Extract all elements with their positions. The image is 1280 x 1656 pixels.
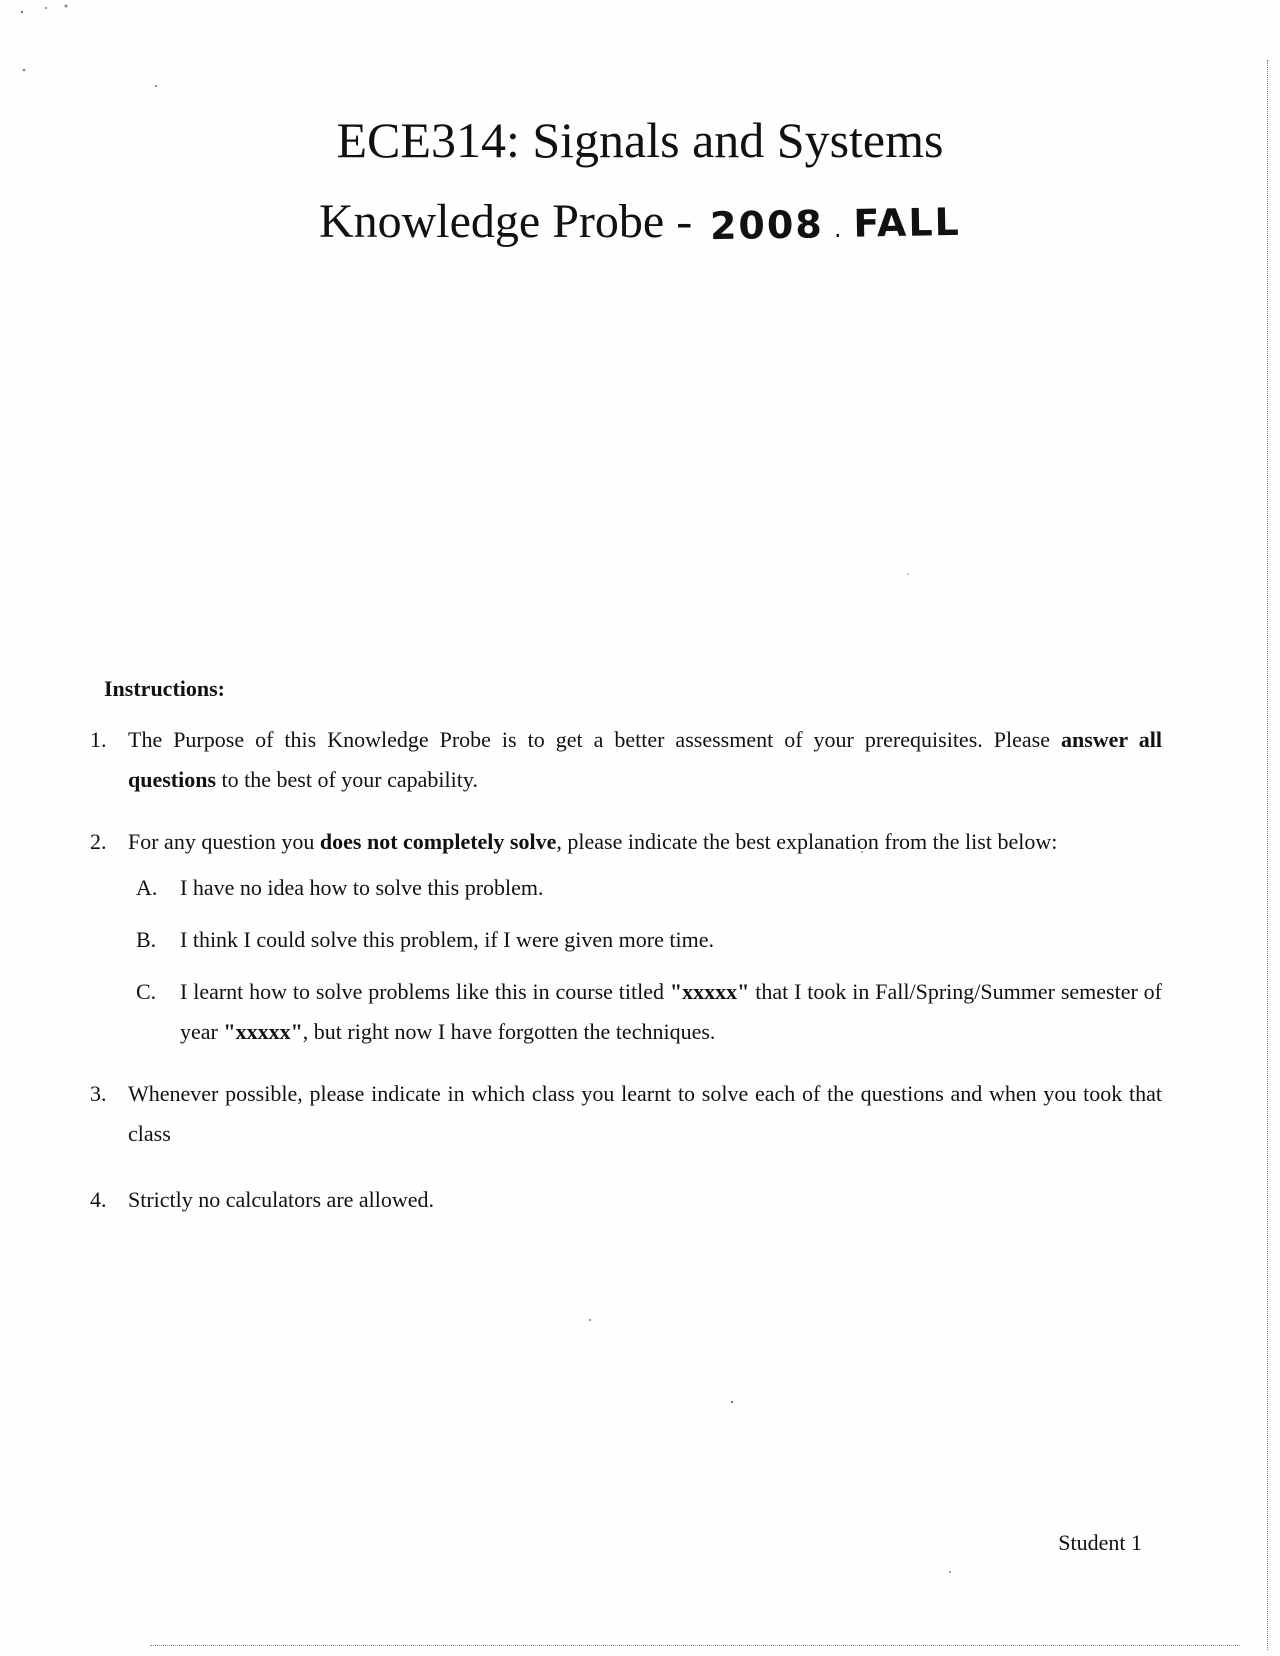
instruction-text: For any question you [128,829,320,854]
option-a [128,868,1162,908]
instruction-number: 1. [90,727,107,752]
instruction-number: 3. [90,1081,107,1106]
option-letter: A. [136,875,158,900]
document-title: ECE314: Signals and Systems [336,112,944,168]
instruction-text: , please indicate the best explanation from the list below: [556,829,1058,854]
instruction-number: 4. [90,1187,107,1212]
instruction-item-4 [90,1180,1162,1220]
option-b [128,920,1162,960]
instruction-text: Whenever possible, please indicate in which class you learnt to solve each of the questions and when you took that class [128,1081,1162,1146]
option-letter: C. [136,979,157,1004]
instruction-text: Strictly no calculators are allowed. [128,1187,435,1212]
instruction-item-2 [90,822,1162,1052]
option-text-part: that I took in Fall/Spring/Summer semester of year [180,979,1162,1044]
option-text: I have no idea how to solve this problem. [180,875,544,900]
instruction-item-1 [90,720,1162,800]
handwritten-separator: . [833,214,844,244]
option-text-part: I learnt how to solve problems like this in course titled [180,979,670,1004]
instruction-emphasis: does not completely solve [319,829,557,854]
handwritten-term [710,192,962,261]
instruction-number: 2. [90,829,107,854]
option-c [128,972,1162,1052]
handwritten-season: FALL [853,199,962,246]
instructions-heading: Instructions: [104,676,226,701]
option-letter: B. [136,927,157,952]
instruction-emphasis: answer all questions [128,727,1162,792]
instruction-item-3 [90,1074,1162,1154]
option-text: I think I could solve this problem, if I were given more time. [180,927,714,952]
subtitle-printed: Knowledge Probe - [318,195,693,248]
year-placeholder: "xxxxx" [223,1019,303,1044]
handwritten-year: 2008 [709,202,825,249]
option-text [166,972,1162,1052]
instructions-list [90,720,1162,1242]
student-label: Student 1 [1058,1530,1142,1555]
instruction-text: The Purpose of this Knowledge Probe is to get a better assessment of your prerequisites. Please [128,727,1061,752]
option-text-part: , but right now I have forgotten the techniques. [302,1019,716,1044]
instruction-text: to the best of your capability. [216,767,478,792]
course-placeholder: "xxxxx" [669,979,750,1004]
document-subtitle [0,192,1280,259]
